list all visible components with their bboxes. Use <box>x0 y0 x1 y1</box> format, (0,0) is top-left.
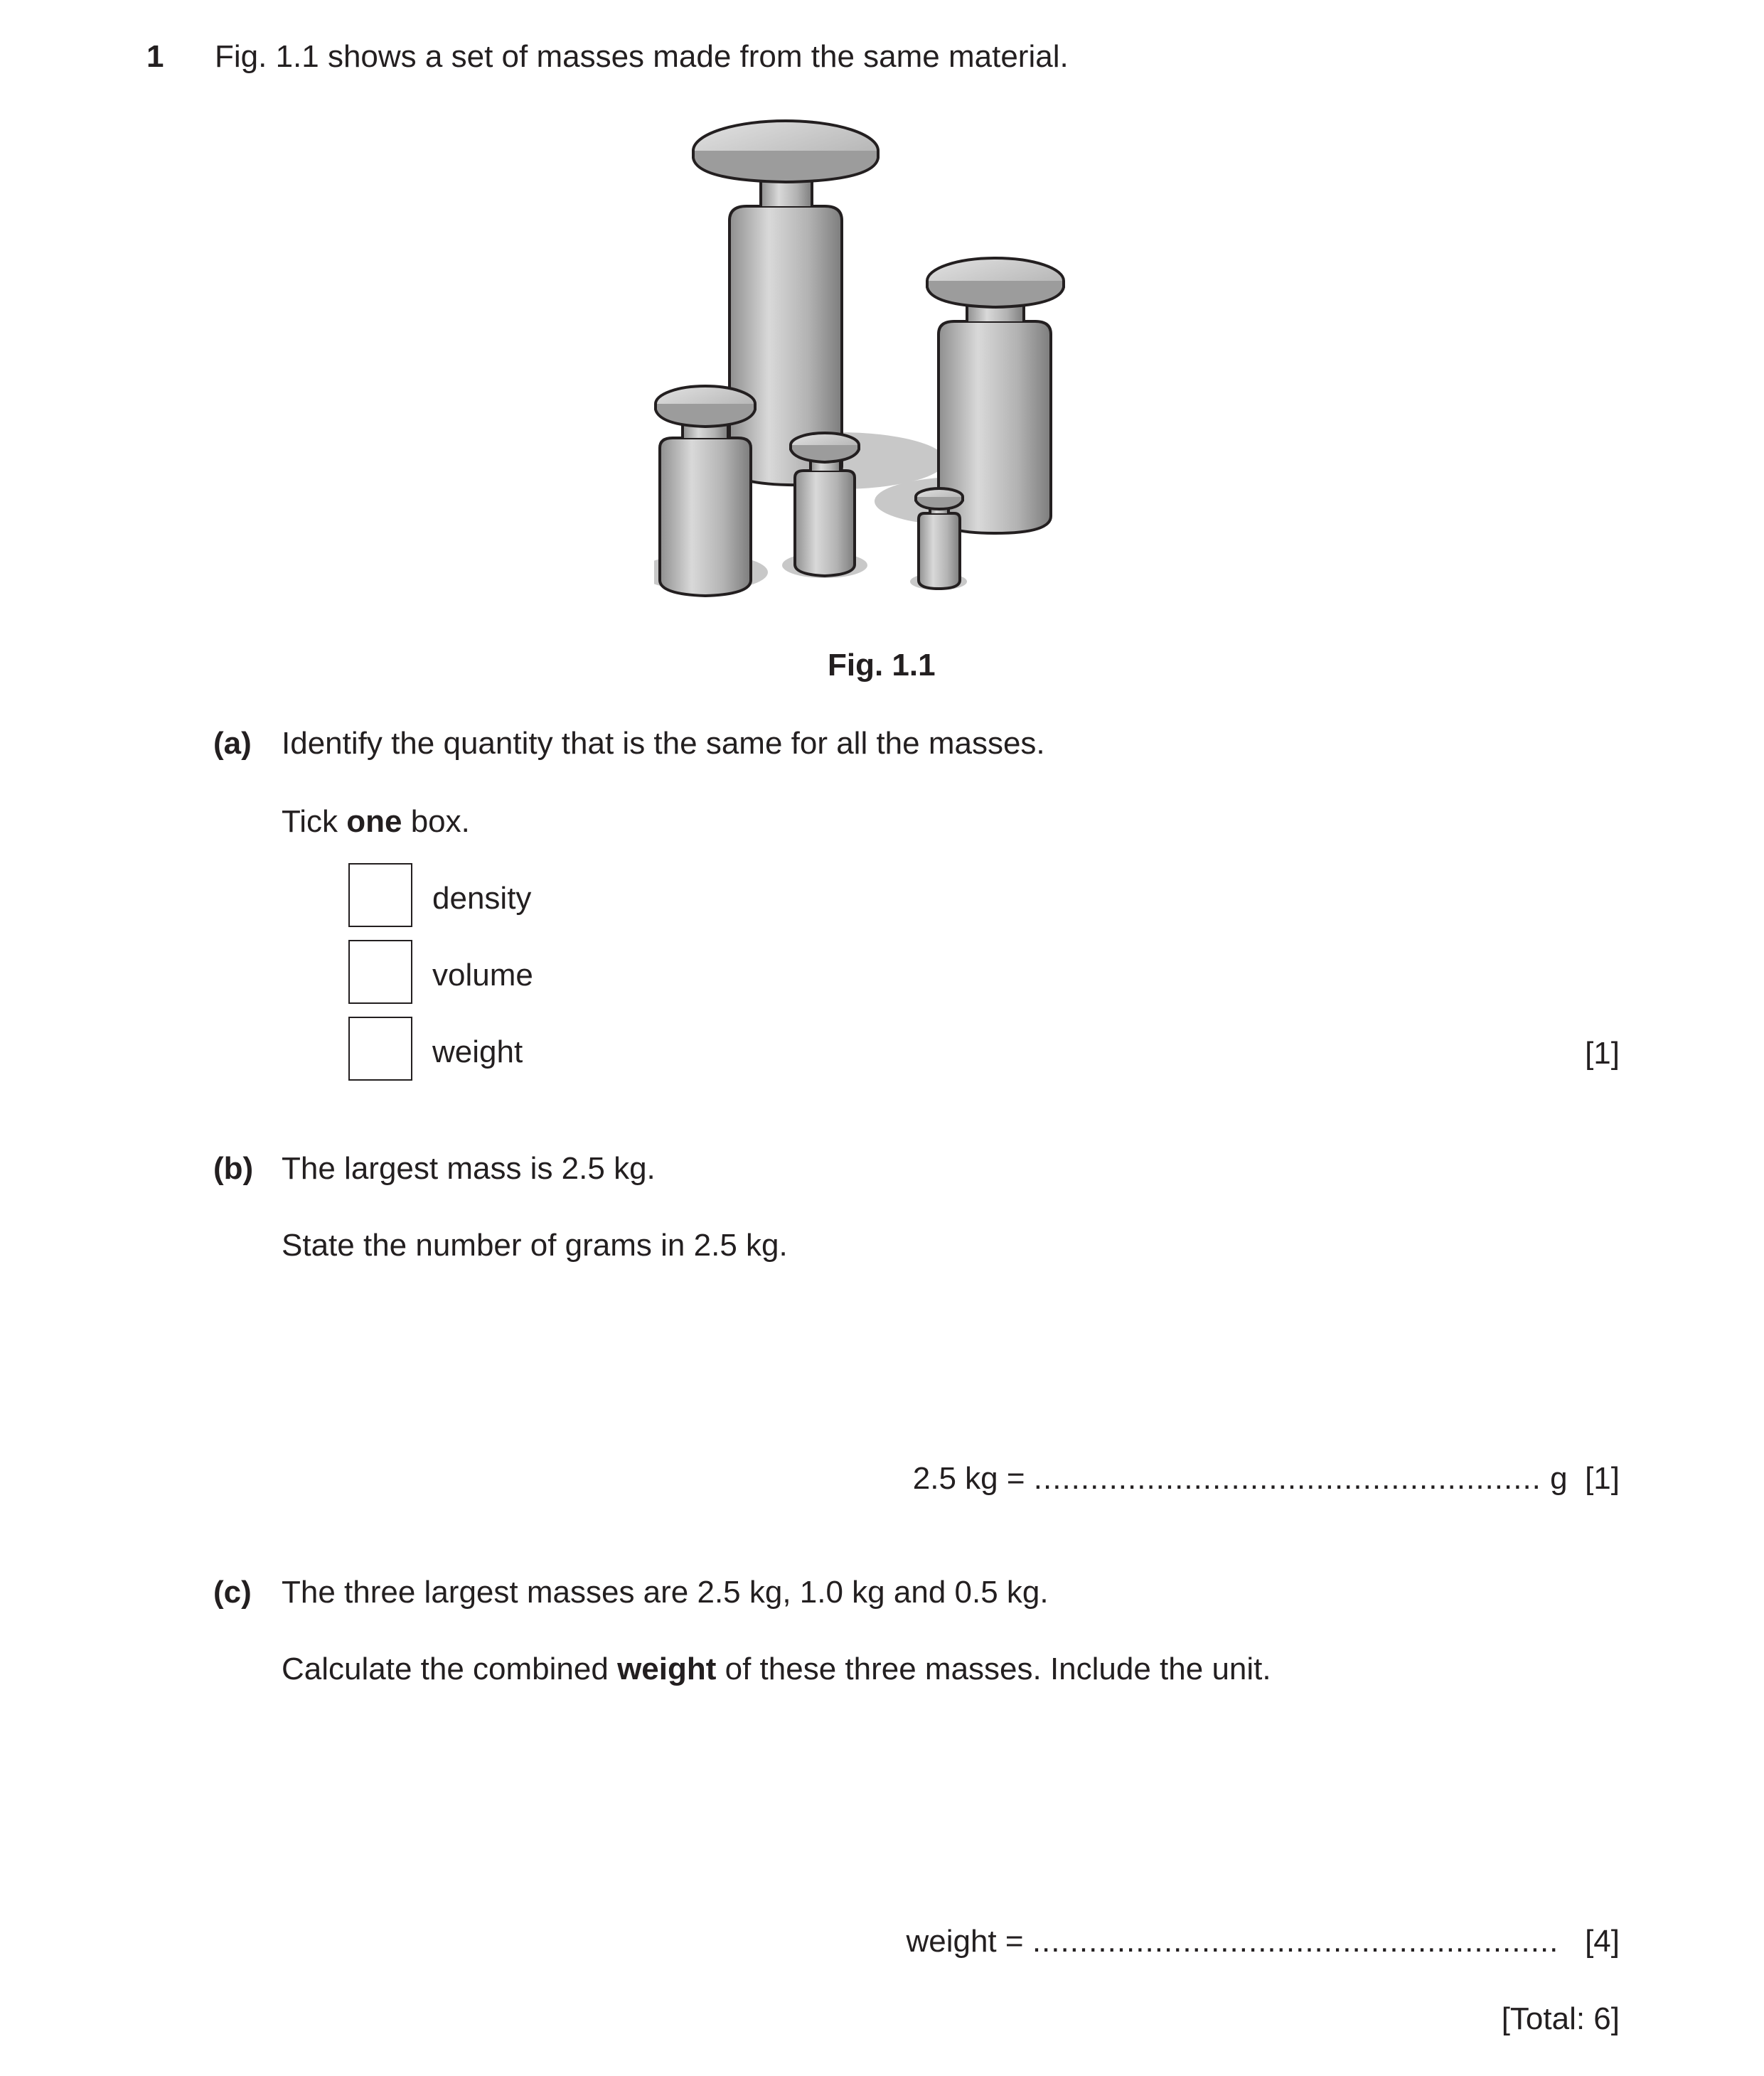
part-b-answer-field[interactable]: ...................................................... <box>1033 1461 1541 1496</box>
part-c-answer-field[interactable]: ........................................................ <box>1032 1924 1559 1959</box>
part-b-answer-line <box>913 1460 1620 1497</box>
tick-suffix: box. <box>402 804 470 839</box>
figure-caption: Fig. 1.1 <box>828 648 936 683</box>
option-weight-label: weight <box>432 1034 523 1069</box>
checkbox-volume[interactable] <box>348 940 412 1004</box>
checkbox-weight[interactable] <box>348 1017 412 1081</box>
question-number: 1 <box>146 39 164 74</box>
masses-figure <box>654 107 1123 604</box>
option-density-label: density <box>432 881 532 916</box>
mass-small <box>782 433 867 578</box>
mass-1-0kg <box>875 258 1064 533</box>
part-c-label: (c) <box>213 1575 252 1610</box>
part-b-answer-unit: g <box>1550 1461 1568 1496</box>
option-volume-label: volume <box>432 958 533 992</box>
instr-suffix: of these three masses. Include the unit. <box>716 1652 1271 1686</box>
part-c-answer-line <box>906 1923 1620 1960</box>
mass-0-5kg <box>654 386 768 596</box>
part-a-text: Identify the quantity that is the same for all the masses. <box>282 726 1045 761</box>
tick-prefix: Tick <box>282 804 347 839</box>
part-c-answer-prefix: weight = <box>906 1924 1024 1959</box>
part-a-marks: [1] <box>1585 1036 1620 1071</box>
part-a-label: (a) <box>213 726 252 761</box>
part-c-marks: [4] <box>1585 1924 1620 1959</box>
part-c-instruction <box>282 1651 1271 1688</box>
part-b-marks: [1] <box>1585 1461 1620 1496</box>
instr-bold: weight <box>617 1652 717 1686</box>
part-b-answer-prefix: 2.5 kg = <box>912 1461 1025 1496</box>
part-a-tick-instruction <box>282 803 470 840</box>
part-b-instruction: State the number of grams in 2.5 kg. <box>282 1228 788 1263</box>
total-marks: [Total: 6] <box>1501 2001 1620 2036</box>
part-c-text: The three largest masses are 2.5 kg, 1.0 kg and 0.5 kg. <box>282 1575 1049 1610</box>
instr-prefix: Calculate the combined <box>282 1652 618 1686</box>
tick-bold: one <box>346 804 402 839</box>
part-b-text: The largest mass is 2.5 kg. <box>282 1151 656 1186</box>
part-b-label: (b) <box>213 1151 254 1186</box>
mass-smallest <box>910 488 967 590</box>
question-intro: Fig. 1.1 shows a set of masses made from the same material. <box>215 39 1069 74</box>
checkbox-density[interactable] <box>348 863 412 927</box>
